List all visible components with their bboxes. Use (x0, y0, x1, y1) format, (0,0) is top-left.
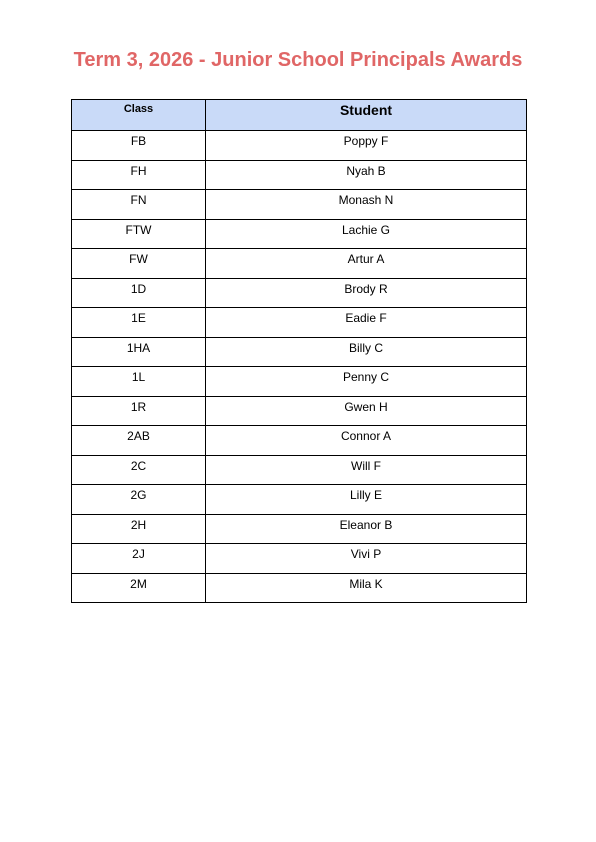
table-row (72, 219, 527, 249)
table-row (72, 485, 527, 515)
table-row (72, 426, 527, 456)
student-cell: Eadie F (206, 308, 527, 338)
student-cell: Connor A (206, 426, 527, 456)
class-cell: 2C (72, 455, 206, 485)
page-title: Term 3, 2026 - Junior School Principals Awards (73, 49, 523, 71)
table-row (72, 337, 527, 367)
table-header-row (72, 100, 527, 131)
column-header-student: Student (206, 100, 527, 131)
student-cell: Penny C (206, 367, 527, 397)
student-cell: Will F (206, 455, 527, 485)
student-cell: Lilly E (206, 485, 527, 515)
class-cell: FN (72, 190, 206, 220)
table-row (72, 455, 527, 485)
table-row (72, 249, 527, 279)
awards-table (71, 99, 527, 603)
table-row (72, 396, 527, 426)
class-cell: 1E (72, 308, 206, 338)
table-row (72, 160, 527, 190)
class-cell: 2H (72, 514, 206, 544)
student-cell: Poppy F (206, 131, 527, 161)
table-row (72, 131, 527, 161)
class-cell: 2AB (72, 426, 206, 456)
class-cell: 2J (72, 544, 206, 574)
table-row (72, 308, 527, 338)
class-cell: 1D (72, 278, 206, 308)
table-row (72, 544, 527, 574)
student-cell: Vivi P (206, 544, 527, 574)
class-cell: FB (72, 131, 206, 161)
column-header-class: Class (72, 100, 206, 131)
table-row (72, 278, 527, 308)
class-cell: FH (72, 160, 206, 190)
table-row (72, 573, 527, 603)
table-row (72, 514, 527, 544)
student-cell: Billy C (206, 337, 527, 367)
student-cell: Gwen H (206, 396, 527, 426)
class-cell: 1HA (72, 337, 206, 367)
student-cell: Artur A (206, 249, 527, 279)
student-cell: Brody R (206, 278, 527, 308)
class-cell: FTW (72, 219, 206, 249)
student-cell: Monash N (206, 190, 527, 220)
class-cell: FW (72, 249, 206, 279)
student-cell: Mila K (206, 573, 527, 603)
class-cell: 2M (72, 573, 206, 603)
class-cell: 1R (72, 396, 206, 426)
student-cell: Nyah B (206, 160, 527, 190)
class-cell: 2G (72, 485, 206, 515)
student-cell: Lachie G (206, 219, 527, 249)
table-row (72, 367, 527, 397)
student-cell: Eleanor B (206, 514, 527, 544)
table-row (72, 190, 527, 220)
class-cell: 1L (72, 367, 206, 397)
